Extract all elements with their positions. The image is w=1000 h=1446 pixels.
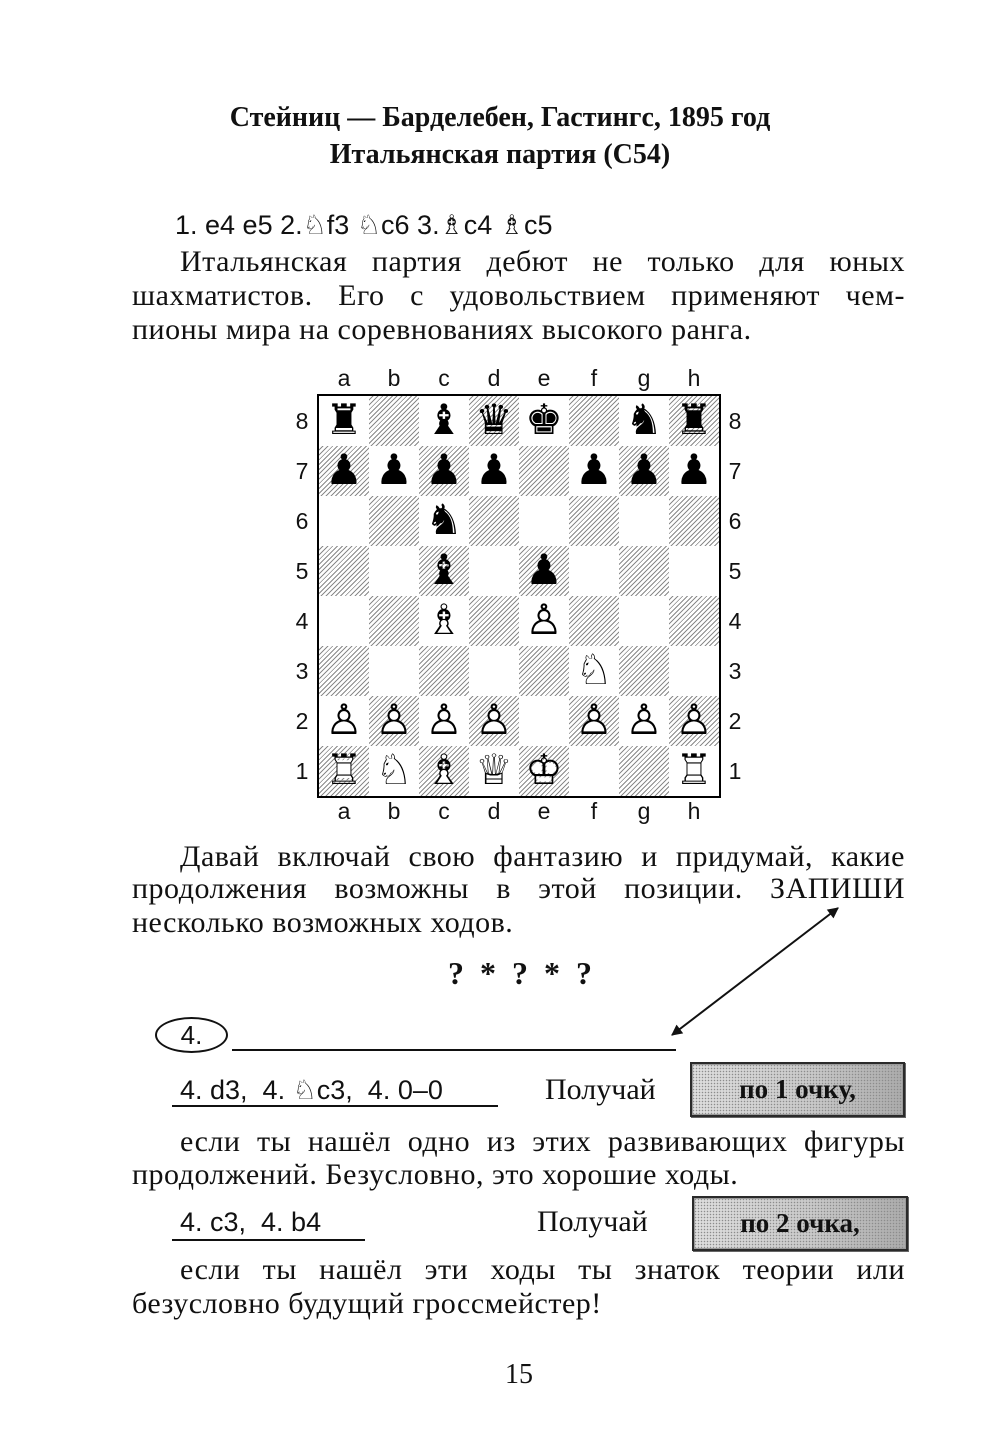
square-d3	[469, 646, 519, 696]
square-e8	[519, 396, 569, 446]
piece-black-pawn: ♟	[375, 445, 413, 494]
square-f5	[569, 546, 619, 596]
piece-black-knight: ♞	[625, 395, 663, 444]
rank-label-left-1: 1	[295, 758, 309, 784]
square-e4	[519, 596, 569, 646]
square-c5	[419, 546, 469, 596]
file-label-bottom-e: e	[537, 798, 551, 824]
answer-line	[232, 1049, 676, 1051]
square-g7	[619, 446, 669, 496]
rank-label-left-7: 7	[295, 458, 309, 484]
file-label-bottom-f: f	[590, 798, 598, 824]
square-d7	[469, 446, 519, 496]
piece-black-bishop: ♝	[425, 395, 463, 444]
square-d2	[469, 696, 519, 746]
square-a7	[319, 446, 369, 496]
piece-white-knight: ♞ ♘	[369, 746, 419, 796]
chess-board	[317, 394, 721, 798]
rank-label-left-3: 3	[295, 658, 309, 684]
rank-label-right-4: 4	[728, 608, 742, 634]
option-1-line: если ты нашёл одно из этих развивающих фигуры	[180, 1125, 905, 1158]
rank-label-left-4: 4	[295, 608, 309, 634]
square-a1	[319, 746, 369, 796]
square-c4	[419, 596, 469, 646]
piece-black-rook: ♜	[675, 395, 713, 444]
rank-label-left-5: 5	[295, 558, 309, 584]
square-f3	[569, 646, 619, 696]
square-a6	[319, 496, 369, 546]
file-label-top-f: f	[590, 365, 598, 391]
square-g3	[619, 646, 669, 696]
square-c3	[419, 646, 469, 696]
piece-black-bishop: ♝	[425, 545, 463, 594]
square-g6	[619, 496, 669, 546]
answer-move-number: 4.	[155, 1017, 228, 1053]
file-label-bottom-g: g	[637, 798, 651, 824]
file-label-bottom-h: h	[687, 798, 701, 824]
piece-black-knight: ♞	[425, 495, 463, 544]
square-f2	[569, 696, 619, 746]
square-d4	[469, 596, 519, 646]
rank-label-left-8: 8	[295, 408, 309, 434]
opening-moves: 1. e4 e5 2.♘f3 ♘c6 3.♗c4 ♗c5	[175, 210, 553, 240]
option-1-get-label: Получай	[545, 1073, 656, 1106]
square-f1	[569, 746, 619, 796]
square-f4	[569, 596, 619, 646]
square-c2	[419, 696, 469, 746]
square-g2	[619, 696, 669, 746]
square-h6	[669, 496, 719, 546]
intro-line: пионы мира на соревнованиях высокого ранга.	[132, 313, 752, 346]
file-label-bottom-a: a	[337, 798, 351, 824]
square-h4	[669, 596, 719, 646]
file-label-top-b: b	[387, 365, 401, 391]
square-c6	[419, 496, 469, 546]
piece-white-pawn: ♟ ♙	[319, 696, 369, 746]
square-c7	[419, 446, 469, 496]
option-2-points-box: по 2 очка,	[692, 1196, 908, 1251]
piece-white-rook: ♜ ♖	[669, 746, 719, 796]
file-label-bottom-b: b	[387, 798, 401, 824]
piece-white-pawn: ♟ ♙	[519, 596, 569, 646]
file-label-top-c: c	[438, 365, 450, 391]
option-2-line: если ты нашёл эти ходы ты знаток теории или	[180, 1253, 905, 1286]
piece-white-pawn: ♟ ♙	[369, 696, 419, 746]
square-g1	[619, 746, 669, 796]
square-e3	[519, 646, 569, 696]
square-a8	[319, 396, 369, 446]
file-label-bottom-c: c	[438, 798, 450, 824]
square-d1	[469, 746, 519, 796]
puzzle-marks: ? * ? * ?	[448, 955, 596, 991]
file-label-top-h: h	[687, 365, 701, 391]
piece-black-pawn: ♟	[625, 445, 663, 494]
file-label-bottom-d: d	[487, 798, 501, 824]
square-h1	[669, 746, 719, 796]
square-b7	[369, 446, 419, 496]
option-1-line: продолжений. Безусловно, это хорошие ходы.	[132, 1158, 739, 1191]
file-label-top-a: a	[337, 365, 351, 391]
option-2-get-label: Получай	[537, 1205, 648, 1238]
rank-label-right-1: 1	[728, 758, 742, 784]
file-label-top-g: g	[637, 365, 651, 391]
square-b5	[369, 546, 419, 596]
square-c8	[419, 396, 469, 446]
piece-black-pawn: ♟	[575, 445, 613, 494]
square-f6	[569, 496, 619, 546]
rank-label-left-2: 2	[295, 708, 309, 734]
rank-label-right-8: 8	[728, 408, 742, 434]
option-1-underline	[172, 1105, 498, 1107]
rank-label-right-5: 5	[728, 558, 742, 584]
square-e2	[519, 696, 569, 746]
piece-black-queen: ♛	[475, 395, 513, 444]
square-d5	[469, 546, 519, 596]
option-2-underline	[172, 1239, 365, 1241]
square-b1	[369, 746, 419, 796]
square-b2	[369, 696, 419, 746]
piece-black-king: ♚	[525, 395, 563, 444]
intro-line: шахматистов. Его с удовольствием применяют чем-	[132, 279, 905, 312]
piece-black-pawn: ♟	[675, 445, 713, 494]
square-h2	[669, 696, 719, 746]
square-h3	[669, 646, 719, 696]
square-b3	[369, 646, 419, 696]
square-h5	[669, 546, 719, 596]
square-g8	[619, 396, 669, 446]
option-2-moves: 4. c3, 4. b4	[180, 1207, 322, 1237]
intro-line: Итальянская партия дебют не только для юных	[180, 245, 905, 278]
option-1-points-box: по 1 очку,	[690, 1062, 905, 1117]
square-e5	[519, 546, 569, 596]
square-b8	[369, 396, 419, 446]
piece-white-queen: ♛ ♕	[469, 746, 519, 796]
piece-black-pawn: ♟	[475, 445, 513, 494]
page-number: 15	[505, 1359, 533, 1390]
square-d6	[469, 496, 519, 546]
rank-label-left-6: 6	[295, 508, 309, 534]
task-line: продолжения возможны в этой позиции. ЗАПИШИ	[132, 872, 905, 905]
option-1-moves: 4. d3, 4. ♘c3, 4. 0–0	[180, 1075, 443, 1105]
piece-white-pawn: ♟ ♙	[419, 696, 469, 746]
piece-white-pawn: ♟ ♙	[619, 696, 669, 746]
piece-black-pawn: ♟	[525, 545, 563, 594]
square-e6	[519, 496, 569, 546]
option-2-line: безусловно будущий гроссмейстер!	[132, 1287, 602, 1320]
piece-white-pawn: ♟ ♙	[569, 696, 619, 746]
square-a4	[319, 596, 369, 646]
square-a3	[319, 646, 369, 696]
piece-white-pawn: ♟ ♙	[469, 696, 519, 746]
square-d8	[469, 396, 519, 446]
double-arrow	[660, 898, 850, 1048]
square-f7	[569, 446, 619, 496]
square-a5	[319, 546, 369, 596]
file-label-top-e: e	[537, 365, 551, 391]
task-line: Давай включай свою фантазию и придумай, какие	[180, 840, 905, 873]
square-b4	[369, 596, 419, 646]
square-f8	[569, 396, 619, 446]
piece-black-pawn: ♟	[425, 445, 463, 494]
piece-black-pawn: ♟	[325, 445, 363, 494]
game-title: Стейниц — Барделебен, Гастингс, 1895 год	[229, 102, 771, 133]
square-b6	[369, 496, 419, 546]
square-e1	[519, 746, 569, 796]
square-a2	[319, 696, 369, 746]
piece-white-rook: ♜ ♖	[319, 746, 369, 796]
rank-label-right-7: 7	[728, 458, 742, 484]
square-c1	[419, 746, 469, 796]
piece-white-bishop: ♝ ♗	[419, 596, 469, 646]
rank-label-right-6: 6	[728, 508, 742, 534]
piece-black-rook: ♜	[325, 395, 363, 444]
square-h8	[669, 396, 719, 446]
piece-white-pawn: ♟ ♙	[669, 696, 719, 746]
square-g4	[619, 596, 669, 646]
task-line: несколько возможных ходов.	[132, 906, 514, 939]
piece-white-knight: ♞ ♘	[569, 646, 619, 696]
rank-label-right-2: 2	[728, 708, 742, 734]
piece-white-king: ♚ ♔	[519, 746, 569, 796]
piece-white-bishop: ♝ ♗	[419, 746, 469, 796]
rank-label-right-3: 3	[728, 658, 742, 684]
file-label-top-d: d	[487, 365, 501, 391]
square-h7	[669, 446, 719, 496]
opening-title: Итальянская партия (C54)	[329, 139, 671, 170]
square-g5	[619, 546, 669, 596]
square-e7	[519, 446, 569, 496]
